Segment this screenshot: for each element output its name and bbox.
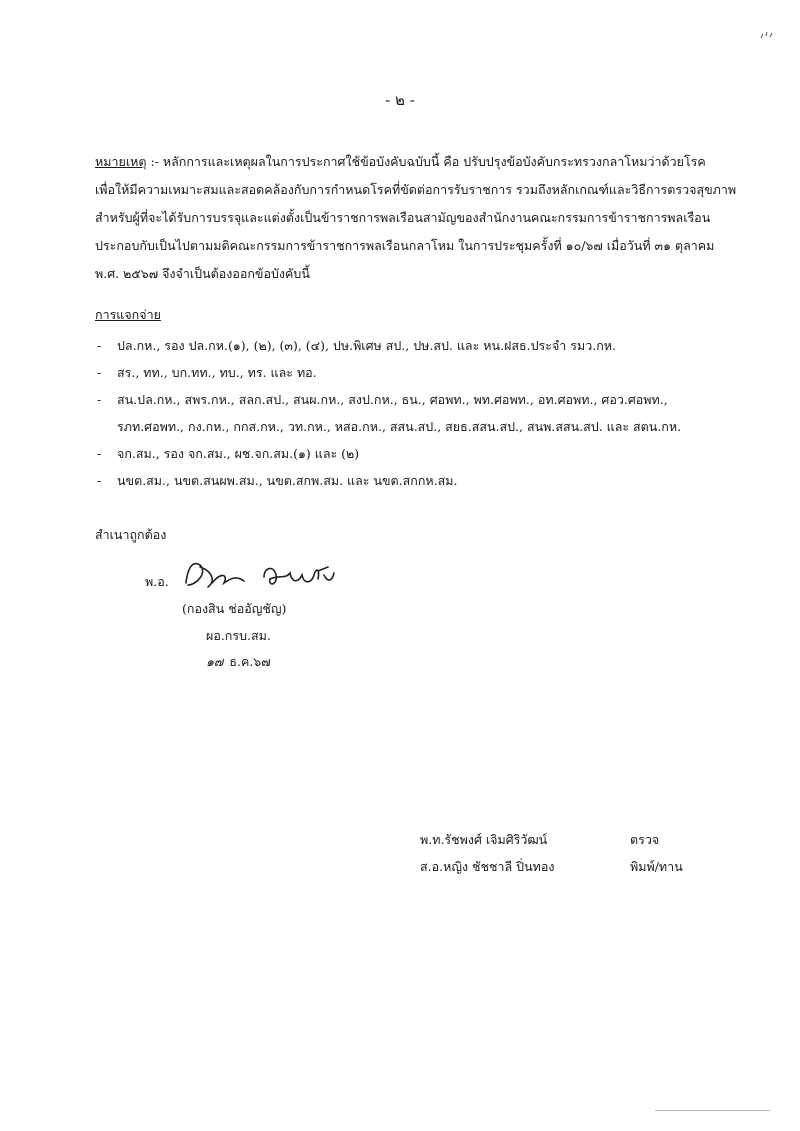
remark-line: เพื่อให้มีความเหมาะสมและสอดคล้องกับการกำหนดโรคที่ขัดต่อการรับราชการ รวมถึงหลักเกณฑ์และวิธีการตรวจสุขภาพ	[95, 182, 737, 197]
staff-row	[420, 853, 720, 880]
signer-position: ผอ.กรบ.สม.	[206, 628, 271, 643]
remark-label: หมายเหตุ	[95, 154, 147, 169]
distribution-item: - สร., ทท., บก.ทท., ทบ., ทร. และ ทอ.	[95, 359, 715, 386]
distribution-list	[95, 332, 715, 494]
staff-name: ส.อ.หญิง ชัชชาลี ปิ่นทอง	[420, 859, 555, 874]
remark-line: ประกอบกับเป็นไปตามมติคณะกรรมการข้าราชการพลเรือนกลาโหม ในการประชุมครั้งที่ ๑๐/๖๗ เมื่อวันที่ ๓๑ ตุลาคม	[95, 238, 715, 253]
remark-paragraph	[95, 148, 737, 288]
distribution-item: - จก.สม., รอง จก.สม., ผช.จก.สม.(๑) และ (๒)	[95, 440, 715, 467]
distribution-item: - ปล.กห., รอง ปล.กห.(๑), (๒), (๓), (๔), ปษ.พิเศษ สป., ปษ.สป. และ หน.ฝสธ.ประจำ รมว.กห.	[95, 332, 715, 359]
distribution-title: การแจกจ่าย	[95, 307, 161, 322]
staff-block	[420, 826, 720, 880]
signer-name: (กองสิน ช่ออัญชัญ)	[182, 601, 287, 616]
staff-row	[420, 826, 720, 853]
distribution-item: - นขต.สม., นขต.สนผพ.สม., นขต.สกพ.สม. และ นขต.สกกห.สม.	[95, 467, 715, 494]
corner-mark	[760, 30, 774, 40]
sign-date	[206, 652, 271, 672]
bottom-rule	[655, 1110, 770, 1111]
staff-role: พิมพ์/ทาน	[630, 859, 683, 874]
page-number: - ๒ -	[385, 91, 415, 109]
handwritten-signature	[178, 553, 348, 597]
date-month-year: ธ.ค.๖๗	[229, 654, 271, 669]
staff-role: ตรวจ	[630, 832, 660, 847]
staff-name: พ.ท.รัชพงศ์ เจิมศิริวัฒน์	[420, 832, 548, 847]
remark-line: พ.ศ. ๒๕๖๗ จึงจำเป็นต้องออกข้อบังคับนี้	[95, 266, 310, 281]
remark-line: หมายเหตุ :- หลักการและเหตุผลในการประกาศใช้ข้อบังคับฉบับนี้ คือ ปรับปรุงข้อบังคับกระทรวงกลาโหมว่าด้วยโรค	[95, 154, 706, 169]
handwritten-day: ๑๗	[206, 654, 224, 669]
certified-copy-label: สำเนาถูกต้อง	[95, 527, 167, 542]
remark-line: สำหรับผู้ที่จะได้รับการบรรจุและแต่งตั้งเป็นข้าราชการพลเรือนสามัญของสำนักงานคณะกรรมการข้าราชการพลเรือน	[95, 210, 711, 225]
signer-rank: พ.อ.	[145, 574, 169, 589]
distribution-item: - สน.ปล.กห., สพร.กห., สลก.สป., สนผ.กห., สงป.กห., ธน., ศอพท., พท.ศอพท., อท.ศอพท., ศอว.ศอพท., รภท.ศอพท., กง.กห., กกส.กห., วท.กห., หสอ.กห., สสน.สป., สยธ.สสน.สป., สนพ.สสน.สป. และ สตน.กห.	[95, 386, 715, 440]
